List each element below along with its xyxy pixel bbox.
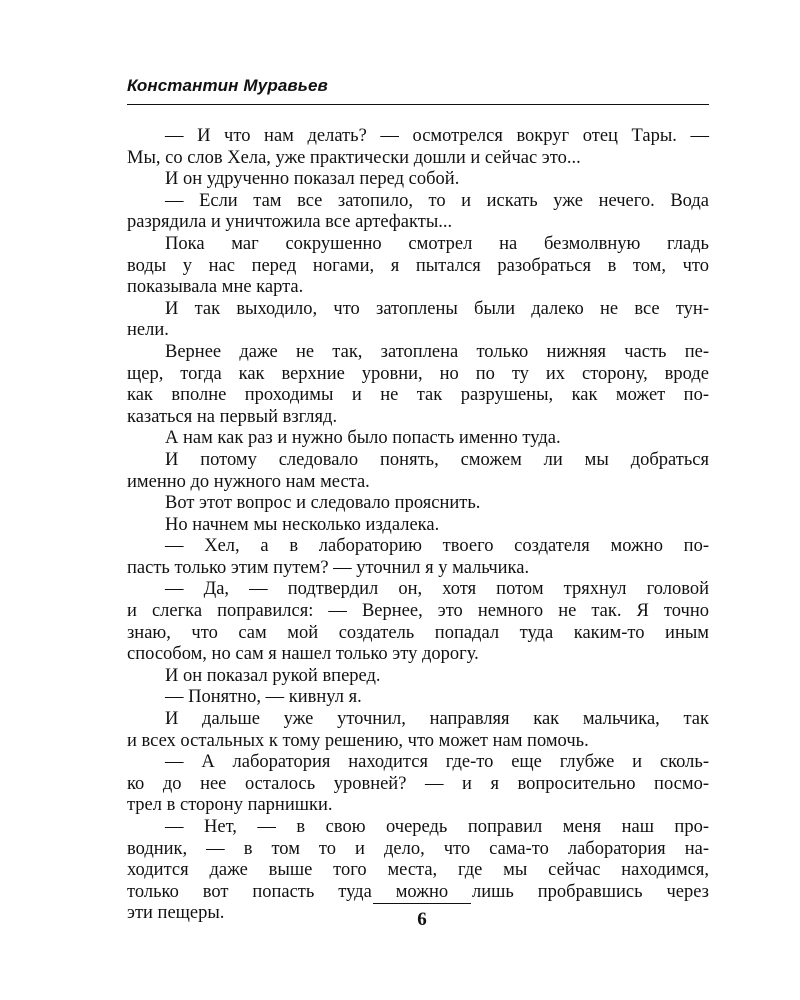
paragraph-first-line: Вот этот вопрос и следовало прояснить. bbox=[165, 493, 481, 514]
body-text bbox=[127, 126, 709, 925]
paragraph-line: знаю, что сам мой создатель попадал туда каким-то иным bbox=[127, 622, 709, 643]
paragraph-line: как вполне проходимы и не так разрушены, как может по- bbox=[127, 385, 709, 406]
paragraph-first-line: И он показал рукой вперед. bbox=[165, 665, 381, 686]
paragraph-line: трел в сторону парнишки. bbox=[127, 795, 333, 816]
paragraph-line: нели. bbox=[127, 320, 169, 341]
paragraph-first-line: — И что нам делать? — осмотрелся вокруг отец Тары. — bbox=[165, 126, 709, 146]
paragraph-first-line: — Хел, а в лабораторию твоего создателя можно по- bbox=[165, 536, 709, 557]
paragraph-line: водник, — в том то и дело, что сама-то лаборатория на- bbox=[127, 838, 709, 859]
paragraph-first-line: И так выходило, что затоплены были далеко не все тун- bbox=[165, 298, 709, 319]
paragraph-first-line: И потому следовало понять, сможем ли мы добраться bbox=[165, 449, 709, 470]
paragraph-first-line: — Если там все затопило, то и искать уже нечего. Вода bbox=[165, 190, 709, 211]
paragraph-first-line: — Понятно, — кивнул я. bbox=[165, 687, 362, 708]
paragraph-line: показывала мне карта. bbox=[127, 277, 304, 298]
paragraph-line: и слегка поправился: — Вернее, это немного не так. Я точно bbox=[127, 601, 709, 622]
paragraph-first-line: — Нет, — в свою очередь поправил меня наш про- bbox=[165, 817, 709, 837]
paragraph-first-line: Но начнем мы несколько издалека. bbox=[165, 514, 440, 535]
paragraph-line: ко до нее осталось уровней? — и я вопросительно посмо- bbox=[127, 773, 709, 794]
paragraph-first-line: А нам как раз и нужно было попасть именно туда. bbox=[165, 428, 561, 449]
paragraph-line: именно до нужного нам места. bbox=[127, 471, 370, 492]
paragraph-line: пасть только этим путем? — уточнил я у мальчика. bbox=[127, 557, 530, 578]
paragraph-line: Мы, со слов Хела, уже практически дошли и сейчас это... bbox=[127, 147, 581, 168]
page-number: 6 bbox=[417, 909, 427, 930]
paragraph-line: только вот попасть туда можно лишь пробравшись через bbox=[127, 881, 709, 902]
paragraph-line: казаться на первый взгляд. bbox=[127, 406, 338, 427]
footer-rule bbox=[373, 903, 471, 904]
paragraph-line: способом, но сам я нашел только эту дорогу. bbox=[127, 644, 479, 665]
paragraph-first-line: И дальше уже уточнил, направляя как мальчика, так bbox=[165, 709, 709, 730]
paragraph-line: ходится даже выше того места, где мы сейчас находимся, bbox=[127, 860, 709, 881]
paragraph-first-line: Вернее даже не так, затоплена только нижняя часть пе- bbox=[165, 341, 709, 362]
paragraph-line: воды у нас перед ногами, я пытался разобраться в том, что bbox=[127, 255, 709, 276]
paragraph-line: эти пещеры. bbox=[127, 903, 225, 924]
paragraph-line: и всех остальных к тому решению, что может нам помочь. bbox=[127, 730, 589, 751]
header-rule bbox=[127, 104, 709, 105]
paragraph-line: щер, тогда как верхние уровни, но по ту их сторону, вроде bbox=[127, 363, 709, 384]
paragraph-first-line: — А лаборатория находится где-то еще глубже и сколь- bbox=[165, 752, 709, 773]
paragraph-first-line: — Да, — подтвердил он, хотя потом тряхнул головой bbox=[165, 579, 709, 600]
paragraph-line: разрядила и уничтожила все артефакты... bbox=[127, 212, 453, 233]
paragraph-first-line: Пока маг сокрушенно смотрел на безмолвную гладь bbox=[165, 233, 709, 254]
paragraph-first-line: И он удрученно показал перед собой. bbox=[165, 169, 460, 190]
running-head-author: Константин Муравьев bbox=[127, 76, 328, 95]
